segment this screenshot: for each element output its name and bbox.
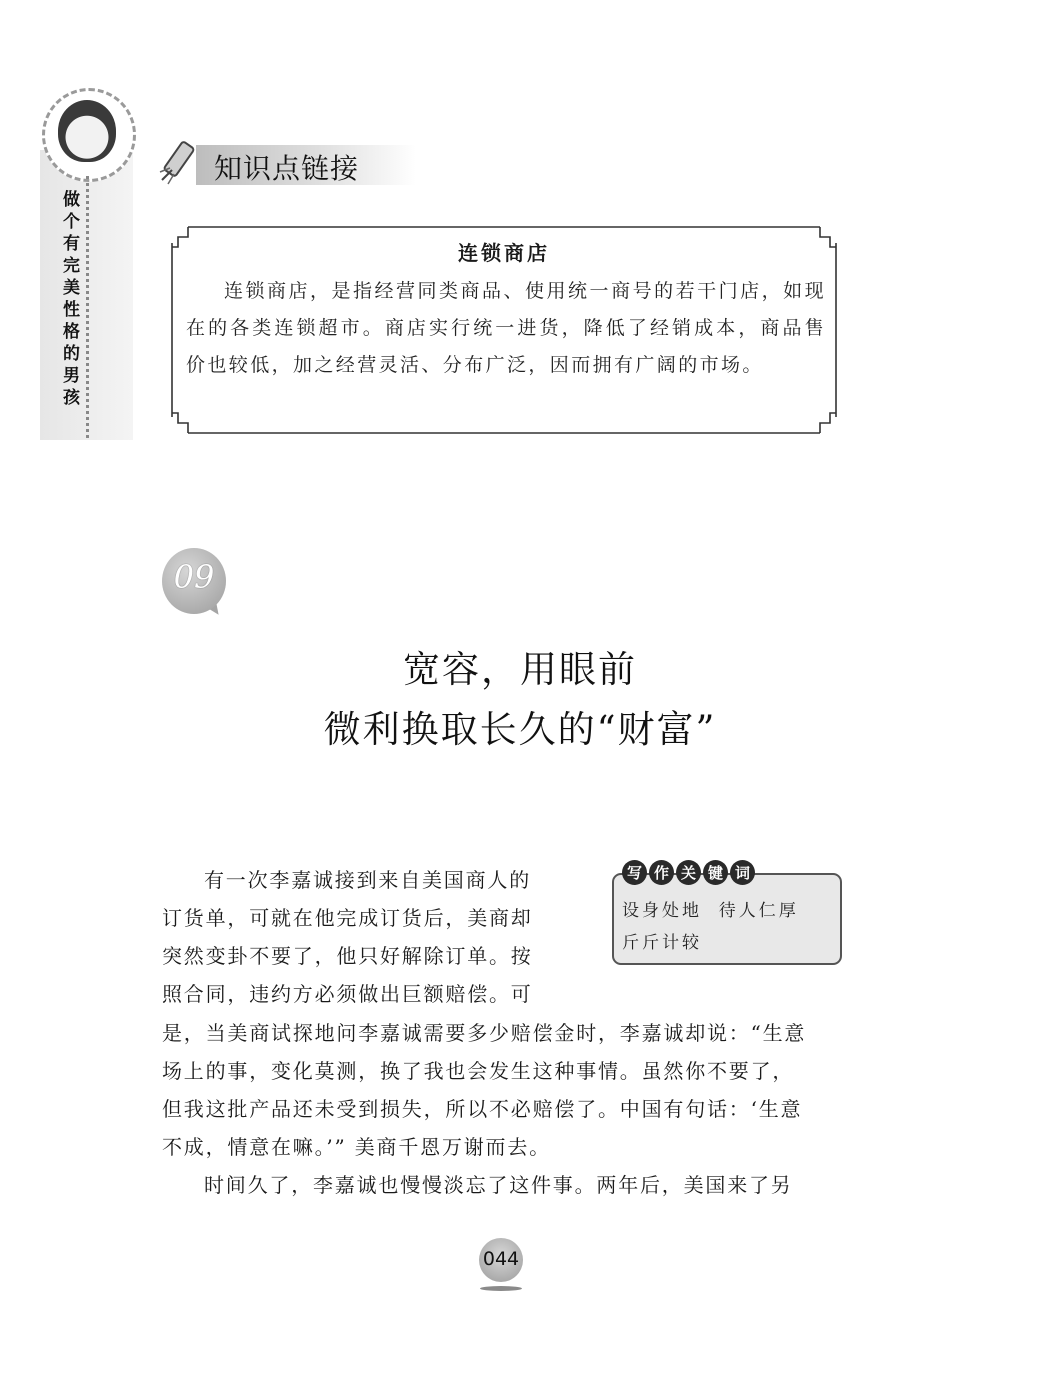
body-line: 订货单，可就在他完成订货后，美商却 [162, 906, 533, 930]
body-line: 是，当美商试探地问李嘉诚需要多少赔偿金时，李嘉诚却说：“生意 [162, 1021, 807, 1045]
keyword-label-char: 写 [622, 860, 647, 885]
body-line: 时间久了，李嘉诚也慢慢淡忘了这件事。两年后，美国来了另 [204, 1173, 793, 1197]
knowledge-box-text: 连锁商店，是指经营同类商品、使用统一商号的若干门店，如现在的各类连锁超市。商店实行统一进货，降低了经销成本，商品售价也较低，加之经营灵活、分布广泛，因而拥有广阔的市场。 [186, 280, 826, 376]
knowledge-box [170, 225, 838, 435]
avatar [58, 100, 116, 162]
keyword-label-char: 词 [730, 860, 755, 885]
body-line: 不成，情意在嘛。’” 美商千恩万谢而去。 [162, 1135, 551, 1159]
page-number-shadow [480, 1286, 522, 1291]
body-line: 突然变卦不要了，他只好解除订单。按 [162, 944, 533, 968]
chapter-title-line-1: 宽容，用眼前 [403, 648, 637, 691]
chapter-title [150, 640, 890, 760]
keyword-label-char: 关 [676, 860, 701, 885]
scroll-icon [158, 134, 208, 186]
body-line: 照合同，违约方必须做出巨额赔偿。可 [162, 982, 533, 1006]
knowledge-box-title: 连锁商店 [458, 241, 550, 265]
body-line: 有一次李嘉诚接到来自美国商人的 [204, 868, 531, 892]
sidebar-dotted-line [86, 176, 89, 438]
keyword-line: 设身处地 待人仁厚 [622, 901, 799, 921]
page-number: 044 [482, 1248, 520, 1270]
sidebar-title: 做个有完美性格的男孩 [59, 190, 79, 410]
keyword-line: 斤斤计较 [622, 933, 702, 953]
body-line: 但我这批产品还未受到损失，所以不必赔偿了。中国有句话：‘生意 [162, 1097, 803, 1121]
keyword-label-char: 键 [703, 860, 728, 885]
keyword-label [622, 860, 755, 886]
keyword-label-char: 作 [649, 860, 674, 885]
chapter-title-line-2: 微利换取长久的“财富” [323, 708, 717, 751]
chapter-number: 09 [173, 558, 215, 596]
body-line: 场上的事，变化莫测，换了我也会发生这种事情。虽然你不要了， [162, 1059, 795, 1083]
section-title: 知识点链接 [214, 152, 360, 185]
